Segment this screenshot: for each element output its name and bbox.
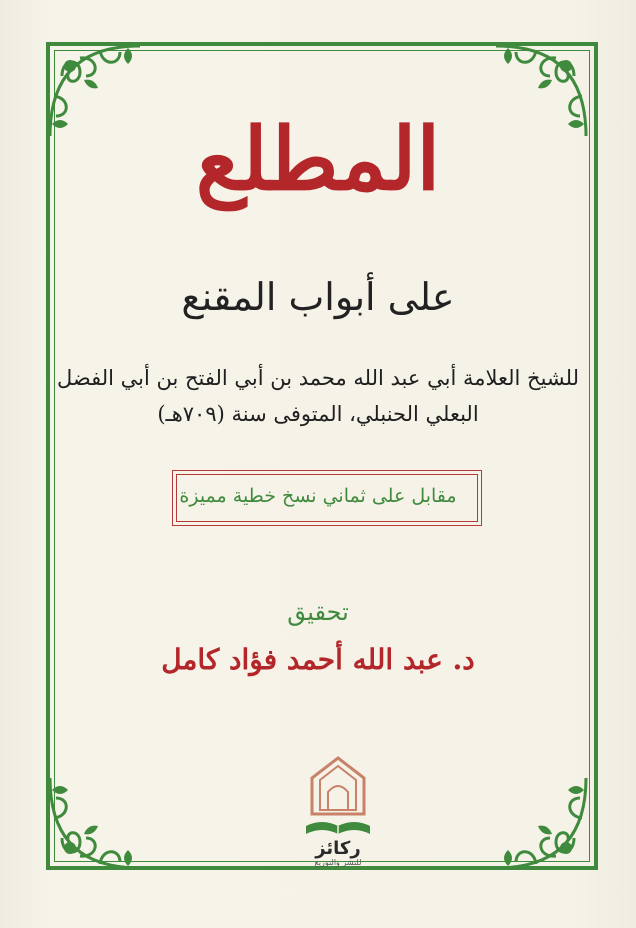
corner-ornament-bottom-right (486, 768, 596, 878)
publisher-tagline: للنشر والتوزيع (314, 858, 362, 867)
verification-label: تحقيق (287, 598, 349, 626)
corner-ornament-bottom-left (40, 768, 150, 878)
author-line-1: للشيخ العلامة أبي عبد الله محمد بن أبي الفتح بن أبي الفضل (56, 366, 580, 390)
book-subtitle: على أبواب المقنع (181, 275, 455, 319)
editor-name: د. عبد الله أحمد فؤاد كامل (161, 643, 475, 676)
author-line-2: البعلي الحنبلي، المتوفى سنة (٧٠٩هـ) (157, 402, 479, 426)
book-title: المطلع (195, 109, 441, 210)
publisher-name: ركائز (315, 838, 361, 859)
manuscripts-note: مقابل على ثماني نسخ خطية مميزة (179, 485, 457, 507)
